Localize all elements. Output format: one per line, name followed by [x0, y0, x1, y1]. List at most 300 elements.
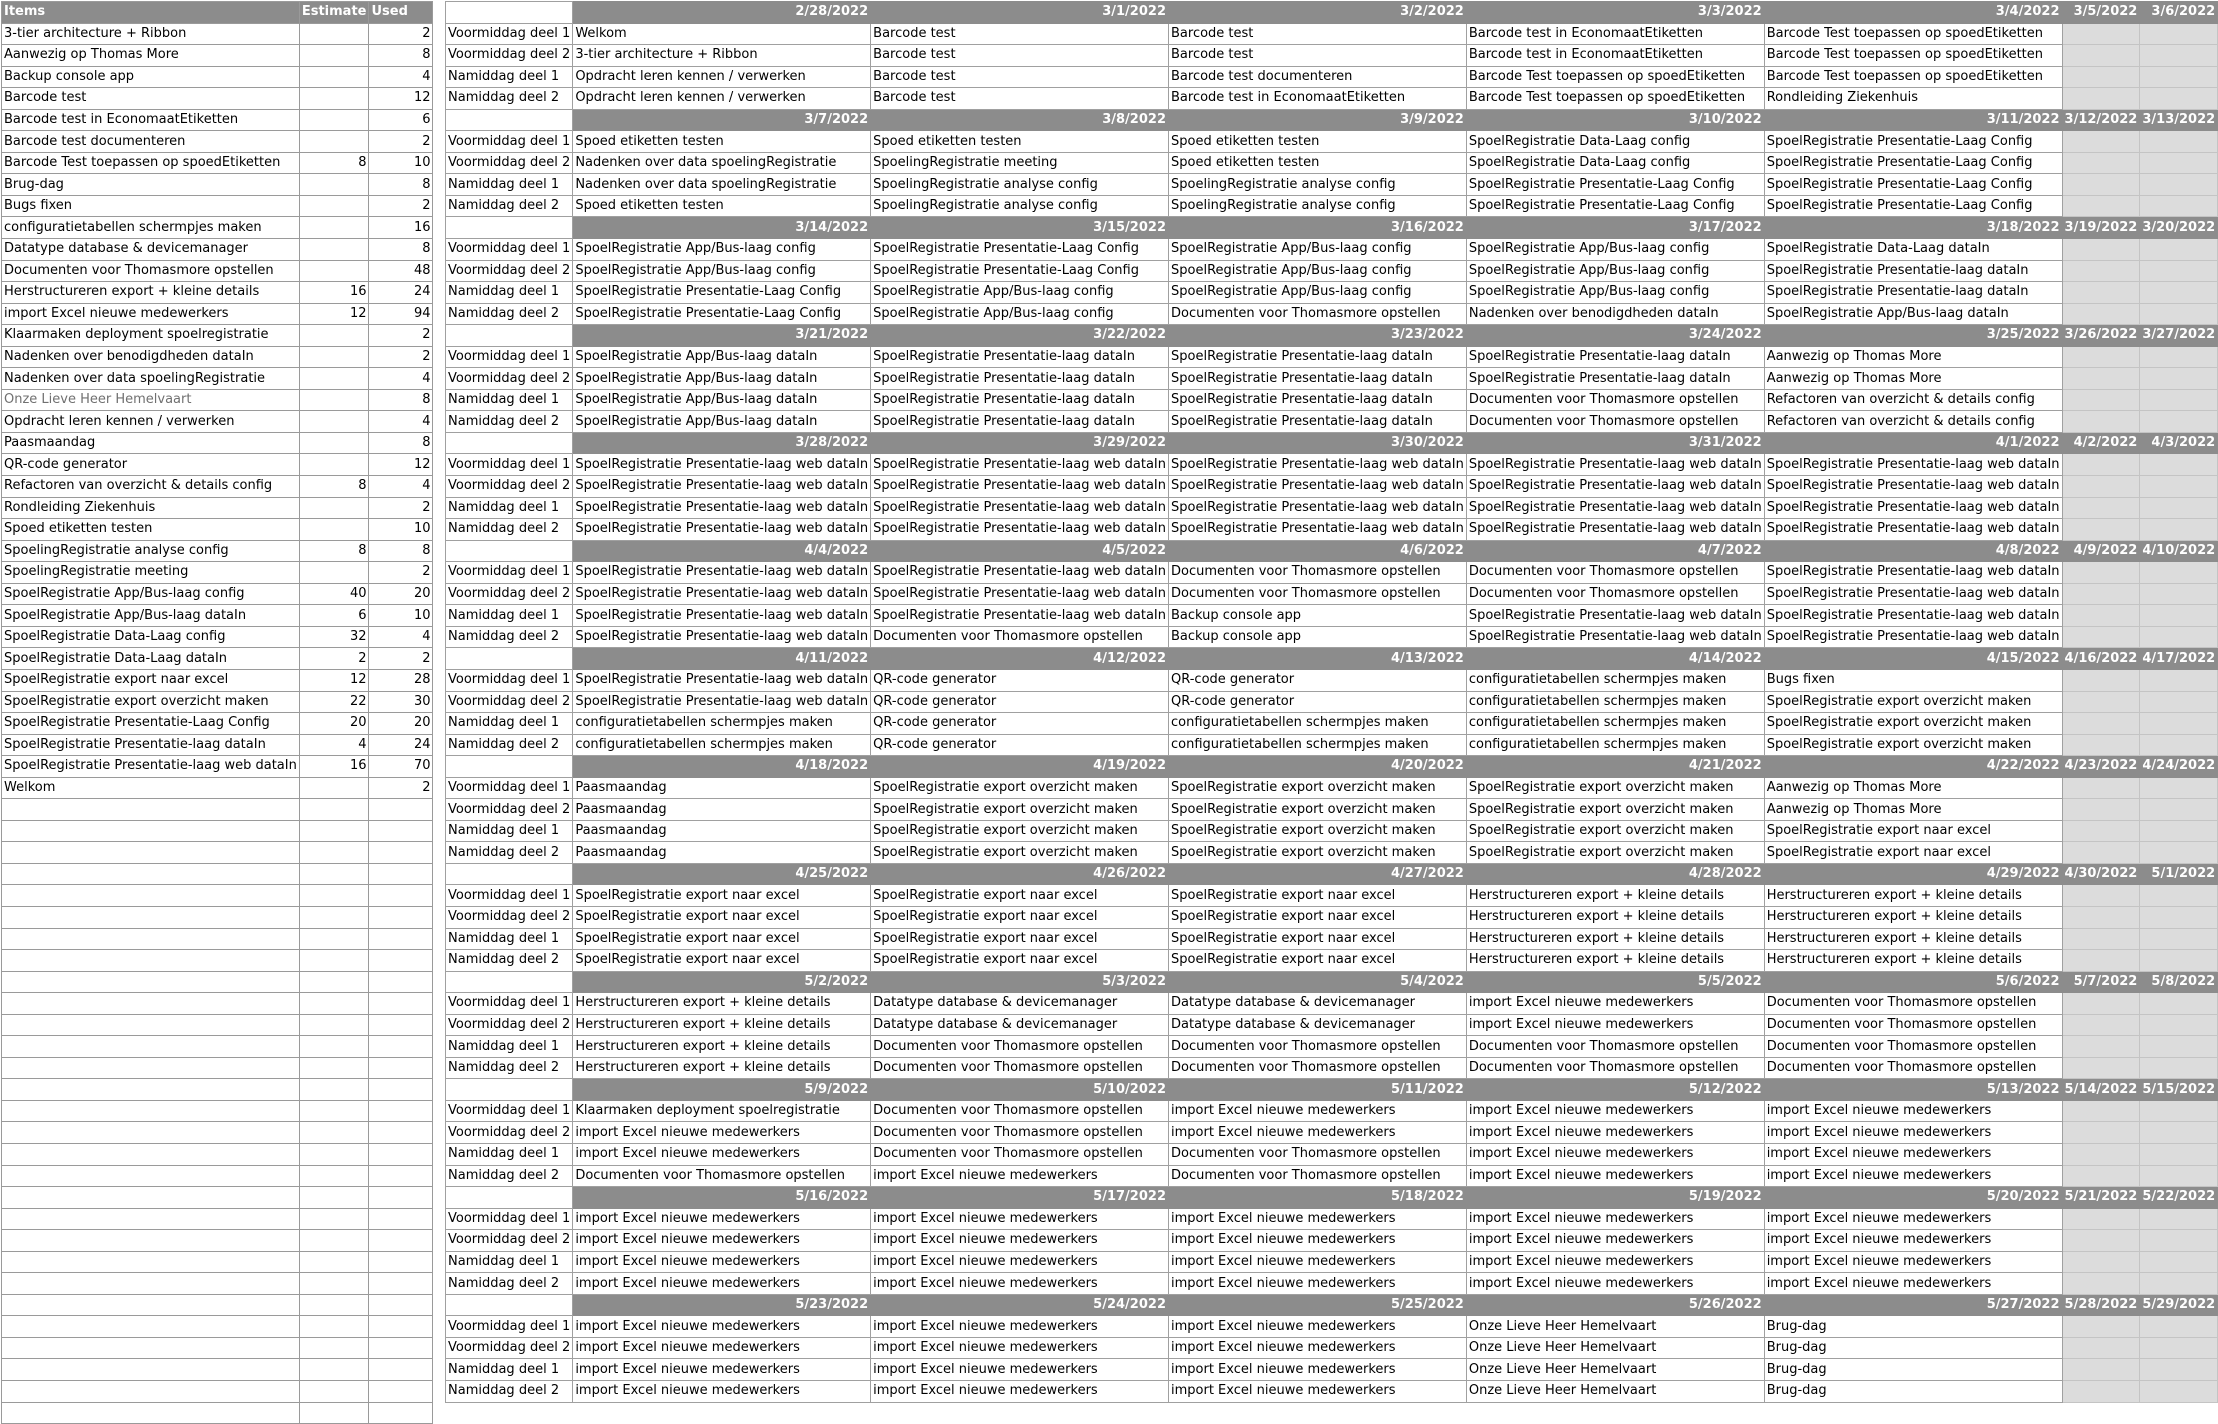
task-cell[interactable]: Paasmaandag — [573, 820, 871, 842]
item-estimate-cell[interactable]: 16 — [299, 282, 369, 304]
weekend-cell[interactable] — [2062, 346, 2140, 368]
weekend-cell[interactable] — [2140, 1143, 2218, 1165]
weekend-cell[interactable] — [2140, 346, 2218, 368]
task-cell[interactable]: SpoelRegistratie export overzicht maken — [1764, 713, 2062, 735]
task-cell[interactable]: SpoelRegistratie App/Bus-laag config — [1169, 282, 1467, 304]
weekend-cell[interactable] — [2140, 713, 2218, 735]
task-cell[interactable]: QR-code generator — [871, 734, 1169, 756]
empty-cell[interactable] — [299, 1251, 369, 1273]
date-header[interactable]: 4/7/2022 — [1466, 540, 1764, 562]
task-cell[interactable]: SpoelRegistratie App/Bus-laag config — [1169, 239, 1467, 261]
task-cell[interactable]: Documenten voor Thomasmore opstellen — [1764, 1057, 2062, 1079]
empty-cell[interactable] — [369, 1359, 433, 1381]
task-cell[interactable]: import Excel nieuwe medewerkers — [1169, 1381, 1467, 1403]
item-name-cell[interactable]: SpoelRegistratie Presentatie-laag web dataIn — [2, 756, 300, 778]
task-cell[interactable]: import Excel nieuwe medewerkers — [1169, 1316, 1467, 1338]
date-header[interactable]: 4/3/2022 — [2140, 432, 2218, 454]
weekend-cell[interactable] — [2140, 562, 2218, 584]
task-cell[interactable]: SpoelRegistratie Presentatie-laag web dataIn — [1169, 497, 1467, 519]
slot-label[interactable]: Namiddag deel 2 — [446, 842, 573, 864]
task-cell[interactable]: Brug-dag — [1764, 1359, 2062, 1381]
task-cell[interactable]: Rondleiding Ziekenhuis — [1764, 88, 2062, 110]
weekend-cell[interactable] — [2062, 88, 2140, 110]
item-name-cell[interactable]: configuratietabellen schermpjes maken — [2, 217, 300, 239]
weekend-cell[interactable] — [2140, 799, 2218, 821]
weekend-cell[interactable] — [2062, 691, 2140, 713]
task-cell[interactable]: Documenten voor Thomasmore opstellen — [1169, 1036, 1467, 1058]
task-cell[interactable]: SpoelRegistratie App/Bus-laag config — [871, 303, 1169, 325]
task-cell[interactable]: Barcode test in EconomaatEtiketten — [1169, 88, 1467, 110]
empty-cell[interactable] — [299, 1316, 369, 1338]
weekend-cell[interactable] — [2062, 1208, 2140, 1230]
slot-label[interactable]: Voormiddag deel 1 — [446, 777, 573, 799]
task-cell[interactable]: QR-code generator — [1169, 691, 1467, 713]
task-cell[interactable]: import Excel nieuwe medewerkers — [871, 1273, 1169, 1295]
task-cell[interactable]: SpoelRegistratie Presentatie-Laag Config — [1764, 174, 2062, 196]
item-used-cell[interactable]: 20 — [369, 713, 433, 735]
task-cell[interactable]: Onze Lieve Heer Hemelvaart — [1466, 1337, 1764, 1359]
weekend-cell[interactable] — [2140, 260, 2218, 282]
task-cell[interactable]: Opdracht leren kennen / verwerken — [573, 66, 871, 88]
task-cell[interactable]: QR-code generator — [871, 669, 1169, 691]
slot-label[interactable]: Namiddag deel 2 — [446, 1273, 573, 1295]
task-cell[interactable]: SpoelRegistratie Presentatie-Laag Config — [1764, 152, 2062, 174]
item-name-cell[interactable]: SpoelRegistratie App/Bus-laag dataIn — [2, 605, 300, 627]
task-cell[interactable]: SpoelRegistratie Presentatie-laag web dataIn — [573, 669, 871, 691]
empty-cell[interactable] — [369, 1230, 433, 1252]
task-cell[interactable]: import Excel nieuwe medewerkers — [1764, 1273, 2062, 1295]
slot-label[interactable]: Namiddag deel 1 — [446, 928, 573, 950]
task-cell[interactable]: Brug-dag — [1764, 1316, 2062, 1338]
task-cell[interactable]: SpoelRegistratie Presentatie-laag web dataIn — [871, 605, 1169, 627]
task-cell[interactable]: configuratietabellen schermpjes maken — [1466, 713, 1764, 735]
task-cell[interactable]: SpoelRegistratie export naar excel — [573, 906, 871, 928]
task-cell[interactable]: SpoelRegistratie export naar excel — [573, 885, 871, 907]
task-cell[interactable]: SpoelRegistratie App/Bus-laag config — [1466, 239, 1764, 261]
date-header[interactable]: 5/15/2022 — [2140, 1079, 2218, 1101]
date-header[interactable]: 4/8/2022 — [1764, 540, 2062, 562]
task-cell[interactable]: import Excel nieuwe medewerkers — [871, 1165, 1169, 1187]
task-cell[interactable]: Documenten voor Thomasmore opstellen — [1466, 1057, 1764, 1079]
slot-label[interactable]: Namiddag deel 1 — [446, 66, 573, 88]
empty-cell[interactable] — [299, 863, 369, 885]
weekend-cell[interactable] — [2062, 1014, 2140, 1036]
task-cell[interactable]: SpoelRegistratie export naar excel — [871, 906, 1169, 928]
date-header[interactable]: 4/28/2022 — [1466, 863, 1764, 885]
date-header[interactable]: 5/20/2022 — [1764, 1187, 2062, 1209]
task-cell[interactable]: Documenten voor Thomasmore opstellen — [1169, 1143, 1467, 1165]
empty-cell[interactable] — [369, 971, 433, 993]
empty-cell[interactable] — [299, 1187, 369, 1209]
task-cell[interactable]: import Excel nieuwe medewerkers — [1764, 1208, 2062, 1230]
weekend-cell[interactable] — [2140, 993, 2218, 1015]
weekend-cell[interactable] — [2140, 66, 2218, 88]
item-estimate-cell[interactable] — [299, 368, 369, 390]
item-used-cell[interactable]: 2 — [369, 562, 433, 584]
date-header[interactable]: 5/28/2022 — [2062, 1294, 2140, 1316]
empty-cell[interactable] — [369, 885, 433, 907]
empty-cell[interactable] — [2, 1294, 300, 1316]
slot-label[interactable]: Voormiddag deel 2 — [446, 45, 573, 67]
task-cell[interactable]: SpoelRegistratie Presentatie-laag web dataIn — [1466, 519, 1764, 541]
item-used-cell[interactable]: 70 — [369, 756, 433, 778]
slot-label[interactable]: Namiddag deel 1 — [446, 389, 573, 411]
item-used-cell[interactable]: 8 — [369, 389, 433, 411]
task-cell[interactable]: SpoelingRegistratie analyse config — [871, 174, 1169, 196]
date-header[interactable]: 5/23/2022 — [573, 1294, 871, 1316]
task-cell[interactable]: SpoelRegistratie Presentatie-laag dataIn — [1764, 282, 2062, 304]
task-cell[interactable]: configuratietabellen schermpjes maken — [573, 734, 871, 756]
task-cell[interactable]: Aanwezig op Thomas More — [1764, 368, 2062, 390]
slot-label[interactable]: Voormiddag deel 1 — [446, 23, 573, 45]
task-cell[interactable]: Herstructureren export + kleine details — [1466, 885, 1764, 907]
slot-label[interactable]: Voormiddag deel 1 — [446, 1208, 573, 1230]
date-header[interactable]: 4/4/2022 — [573, 540, 871, 562]
task-cell[interactable]: Barcode test — [871, 66, 1169, 88]
weekend-cell[interactable] — [2140, 1036, 2218, 1058]
item-used-cell[interactable]: 8 — [369, 45, 433, 67]
empty-cell[interactable] — [369, 1079, 433, 1101]
task-cell[interactable]: 3-tier architecture + Ribbon — [573, 45, 871, 67]
task-cell[interactable]: SpoelRegistratie Presentatie-laag web dataIn — [573, 626, 871, 648]
task-cell[interactable]: Nadenken over benodigdheden dataIn — [1466, 303, 1764, 325]
date-header[interactable]: 5/11/2022 — [1169, 1079, 1467, 1101]
task-cell[interactable]: SpoelRegistratie Presentatie-Laag Config — [871, 260, 1169, 282]
item-name-cell[interactable]: 3-tier architecture + Ribbon — [2, 23, 300, 45]
task-cell[interactable]: SpoelRegistratie App/Bus-laag dataIn — [573, 389, 871, 411]
weekend-cell[interactable] — [2062, 928, 2140, 950]
empty-cell[interactable] — [299, 1079, 369, 1101]
weekend-cell[interactable] — [2140, 950, 2218, 972]
weekend-cell[interactable] — [2062, 282, 2140, 304]
item-name-cell[interactable]: Barcode test — [2, 88, 300, 110]
task-cell[interactable]: Aanwezig op Thomas More — [1764, 777, 2062, 799]
weekend-cell[interactable] — [2140, 1381, 2218, 1403]
task-cell[interactable]: import Excel nieuwe medewerkers — [871, 1337, 1169, 1359]
item-name-cell[interactable]: Brug-dag — [2, 174, 300, 196]
weekend-cell[interactable] — [2140, 282, 2218, 304]
empty-cell[interactable] — [299, 1337, 369, 1359]
date-header[interactable]: 4/18/2022 — [573, 756, 871, 778]
date-header[interactable]: 5/7/2022 — [2062, 971, 2140, 993]
task-cell[interactable]: SpoelRegistratie Presentatie-laag web dataIn — [1466, 476, 1764, 498]
item-used-cell[interactable]: 4 — [369, 368, 433, 390]
empty-cell[interactable] — [2, 1122, 300, 1144]
date-header[interactable]: 3/26/2022 — [2062, 325, 2140, 347]
date-header[interactable]: 3/31/2022 — [1466, 432, 1764, 454]
date-header[interactable]: 3/12/2022 — [2062, 109, 2140, 131]
empty-cell[interactable] — [299, 1273, 369, 1295]
empty-cell[interactable] — [2, 863, 300, 885]
weekend-cell[interactable] — [2062, 45, 2140, 67]
slot-label[interactable]: Namiddag deel 2 — [446, 303, 573, 325]
slot-label[interactable]: Voormiddag deel 1 — [446, 346, 573, 368]
task-cell[interactable]: SpoelRegistratie Presentatie-laag web dataIn — [1169, 476, 1467, 498]
empty-cell[interactable] — [2, 1337, 300, 1359]
weekend-cell[interactable] — [2140, 1359, 2218, 1381]
task-cell[interactable]: Documenten voor Thomasmore opstellen — [573, 1165, 871, 1187]
task-cell[interactable]: Herstructureren export + kleine details — [1466, 950, 1764, 972]
empty-cell[interactable] — [2, 885, 300, 907]
task-cell[interactable]: SpoelRegistratie Presentatie-laag web dataIn — [1764, 454, 2062, 476]
weekend-cell[interactable] — [2140, 497, 2218, 519]
task-cell[interactable]: import Excel nieuwe medewerkers — [871, 1316, 1169, 1338]
task-cell[interactable]: Barcode Test toepassen op spoedEtiketten — [1466, 88, 1764, 110]
task-cell[interactable]: import Excel nieuwe medewerkers — [1466, 1251, 1764, 1273]
task-cell[interactable]: import Excel nieuwe medewerkers — [1169, 1208, 1467, 1230]
task-cell[interactable]: SpoelRegistratie Presentatie-laag web dataIn — [871, 583, 1169, 605]
task-cell[interactable]: Herstructureren export + kleine details — [1764, 885, 2062, 907]
task-cell[interactable]: SpoelRegistratie Presentatie-Laag Config — [1764, 131, 2062, 153]
weekend-cell[interactable] — [2062, 950, 2140, 972]
task-cell[interactable]: Datatype database & devicemanager — [1169, 993, 1467, 1015]
item-estimate-cell[interactable] — [299, 497, 369, 519]
task-cell[interactable]: SpoelRegistratie Presentatie-laag web dataIn — [573, 562, 871, 584]
date-header[interactable]: 3/13/2022 — [2140, 109, 2218, 131]
weekend-cell[interactable] — [2140, 1337, 2218, 1359]
slot-label[interactable]: Namiddag deel 1 — [446, 605, 573, 627]
empty-cell[interactable] — [299, 1230, 369, 1252]
weekend-cell[interactable] — [2062, 368, 2140, 390]
task-cell[interactable]: SpoelRegistratie export naar excel — [1169, 885, 1467, 907]
task-cell[interactable]: Documenten voor Thomasmore opstellen — [1466, 389, 1764, 411]
empty-cell[interactable] — [369, 993, 433, 1015]
slot-label[interactable]: Namiddag deel 1 — [446, 820, 573, 842]
weekend-cell[interactable] — [2140, 605, 2218, 627]
task-cell[interactable]: SpoelRegistratie Presentatie-laag web dataIn — [1466, 626, 1764, 648]
empty-cell[interactable] — [369, 906, 433, 928]
weekend-cell[interactable] — [2140, 174, 2218, 196]
task-cell[interactable]: Documenten voor Thomasmore opstellen — [1466, 583, 1764, 605]
task-cell[interactable]: SpoelRegistratie export overzicht maken — [1169, 820, 1467, 842]
item-used-cell[interactable]: 10 — [369, 605, 433, 627]
weekend-cell[interactable] — [2062, 1337, 2140, 1359]
weekend-cell[interactable] — [2140, 626, 2218, 648]
item-name-cell[interactable]: Herstructureren export + kleine details — [2, 282, 300, 304]
item-used-cell[interactable]: 2 — [369, 131, 433, 153]
item-used-cell[interactable]: 4 — [369, 411, 433, 433]
item-name-cell[interactable]: SpoelRegistratie export overzicht maken — [2, 691, 300, 713]
item-estimate-cell[interactable] — [299, 389, 369, 411]
slot-label[interactable]: Voormiddag deel 2 — [446, 476, 573, 498]
empty-cell[interactable] — [299, 906, 369, 928]
slot-label[interactable]: Namiddag deel 2 — [446, 734, 573, 756]
task-cell[interactable]: import Excel nieuwe medewerkers — [1466, 1122, 1764, 1144]
task-cell[interactable]: import Excel nieuwe medewerkers — [871, 1208, 1169, 1230]
weekend-cell[interactable] — [2062, 1143, 2140, 1165]
item-used-cell[interactable]: 2 — [369, 346, 433, 368]
task-cell[interactable]: Documenten voor Thomasmore opstellen — [1169, 562, 1467, 584]
date-header[interactable]: 3/25/2022 — [1764, 325, 2062, 347]
empty-cell[interactable] — [369, 1273, 433, 1295]
task-cell[interactable]: SpoelRegistratie Presentatie-Laag Config — [871, 239, 1169, 261]
task-cell[interactable]: SpoelingRegistratie analyse config — [1169, 195, 1467, 217]
empty-cell[interactable] — [299, 1100, 369, 1122]
task-cell[interactable]: SpoelRegistratie App/Bus-laag config — [871, 282, 1169, 304]
task-cell[interactable]: SpoelRegistratie export naar excel — [1764, 842, 2062, 864]
slot-header-blank[interactable] — [446, 971, 573, 993]
slot-label[interactable]: Voormiddag deel 2 — [446, 691, 573, 713]
date-header[interactable]: 3/5/2022 — [2062, 2, 2140, 24]
item-name-cell[interactable]: SpoelRegistratie Data-Laag dataIn — [2, 648, 300, 670]
date-header[interactable]: 4/29/2022 — [1764, 863, 2062, 885]
date-header[interactable]: 4/24/2022 — [2140, 756, 2218, 778]
weekend-cell[interactable] — [2062, 1100, 2140, 1122]
date-header[interactable]: 4/1/2022 — [1764, 432, 2062, 454]
date-header[interactable]: 5/14/2022 — [2062, 1079, 2140, 1101]
weekend-cell[interactable] — [2062, 713, 2140, 735]
empty-cell[interactable] — [2, 1359, 300, 1381]
item-estimate-cell[interactable] — [299, 519, 369, 541]
task-cell[interactable]: SpoelRegistratie export overzicht maken — [871, 842, 1169, 864]
date-header[interactable]: 3/16/2022 — [1169, 217, 1467, 239]
date-header[interactable]: 3/14/2022 — [573, 217, 871, 239]
task-cell[interactable]: Documenten voor Thomasmore opstellen — [871, 1057, 1169, 1079]
slot-label[interactable]: Namiddag deel 1 — [446, 282, 573, 304]
task-cell[interactable]: SpoelRegistratie Presentatie-laag web dataIn — [1764, 583, 2062, 605]
task-cell[interactable]: Barcode test — [1169, 23, 1467, 45]
task-cell[interactable]: import Excel nieuwe medewerkers — [1466, 1143, 1764, 1165]
date-header[interactable]: 3/27/2022 — [2140, 325, 2218, 347]
weekend-cell[interactable] — [2062, 1165, 2140, 1187]
task-cell[interactable]: Aanwezig op Thomas More — [1764, 799, 2062, 821]
task-cell[interactable]: SpoelRegistratie Presentatie-Laag Config — [1466, 174, 1764, 196]
items-header-name[interactable]: Items — [2, 2, 300, 24]
task-cell[interactable]: import Excel nieuwe medewerkers — [871, 1230, 1169, 1252]
item-name-cell[interactable]: Opdracht leren kennen / verwerken — [2, 411, 300, 433]
weekend-cell[interactable] — [2140, 152, 2218, 174]
date-header[interactable]: 4/23/2022 — [2062, 756, 2140, 778]
empty-cell[interactable] — [369, 1316, 433, 1338]
task-cell[interactable]: Nadenken over data spoelingRegistratie — [573, 174, 871, 196]
task-cell[interactable]: Herstructureren export + kleine details — [1764, 928, 2062, 950]
slot-label[interactable]: Voormiddag deel 2 — [446, 799, 573, 821]
task-cell[interactable]: SpoelRegistratie export overzicht maken — [871, 820, 1169, 842]
task-cell[interactable]: configuratietabellen schermpjes maken — [1466, 669, 1764, 691]
task-cell[interactable]: SpoelRegistratie Presentatie-laag web dataIn — [573, 497, 871, 519]
task-cell[interactable]: configuratietabellen schermpjes maken — [1169, 713, 1467, 735]
task-cell[interactable]: configuratietabellen schermpjes maken — [573, 713, 871, 735]
slot-header-blank[interactable] — [446, 1294, 573, 1316]
weekend-cell[interactable] — [2062, 777, 2140, 799]
item-estimate-cell[interactable]: 20 — [299, 713, 369, 735]
weekend-cell[interactable] — [2140, 1122, 2218, 1144]
item-name-cell[interactable]: SpoelingRegistratie analyse config — [2, 540, 300, 562]
item-estimate-cell[interactable]: 40 — [299, 583, 369, 605]
weekend-cell[interactable] — [2140, 1208, 2218, 1230]
item-estimate-cell[interactable] — [299, 777, 369, 799]
item-used-cell[interactable]: 8 — [369, 432, 433, 454]
date-header[interactable]: 4/6/2022 — [1169, 540, 1467, 562]
item-estimate-cell[interactable] — [299, 174, 369, 196]
empty-cell[interactable] — [369, 1122, 433, 1144]
weekend-cell[interactable] — [2140, 669, 2218, 691]
task-cell[interactable]: SpoelRegistratie export naar excel — [573, 928, 871, 950]
weekend-cell[interactable] — [2140, 303, 2218, 325]
task-cell[interactable]: SpoelRegistratie Presentatie-Laag Config — [573, 303, 871, 325]
task-cell[interactable]: SpoelRegistratie export naar excel — [871, 885, 1169, 907]
weekend-cell[interactable] — [2062, 131, 2140, 153]
task-cell[interactable]: Barcode test — [871, 45, 1169, 67]
slot-header-blank[interactable] — [446, 1079, 573, 1101]
task-cell[interactable]: Paasmaandag — [573, 799, 871, 821]
item-name-cell[interactable]: Klaarmaken deployment spoelregistratie — [2, 325, 300, 347]
item-name-cell[interactable]: import Excel nieuwe medewerkers — [2, 303, 300, 325]
slot-label[interactable]: Namiddag deel 2 — [446, 519, 573, 541]
item-name-cell[interactable]: Onze Lieve Heer Hemelvaart — [2, 389, 300, 411]
empty-cell[interactable] — [2, 1251, 300, 1273]
weekend-cell[interactable] — [2062, 454, 2140, 476]
empty-cell[interactable] — [2, 971, 300, 993]
item-estimate-cell[interactable]: 4 — [299, 734, 369, 756]
empty-cell[interactable] — [299, 1402, 369, 1424]
task-cell[interactable]: SpoelRegistratie Presentatie-Laag Config — [1764, 195, 2062, 217]
task-cell[interactable]: Documenten voor Thomasmore opstellen — [1169, 583, 1467, 605]
item-estimate-cell[interactable] — [299, 432, 369, 454]
date-header[interactable]: 3/8/2022 — [871, 109, 1169, 131]
empty-cell[interactable] — [2, 1273, 300, 1295]
task-cell[interactable]: import Excel nieuwe medewerkers — [1764, 1165, 2062, 1187]
item-name-cell[interactable]: SpoelRegistratie Presentatie-laag dataIn — [2, 734, 300, 756]
item-estimate-cell[interactable] — [299, 195, 369, 217]
task-cell[interactable]: SpoelRegistratie App/Bus-laag dataIn — [573, 368, 871, 390]
weekend-cell[interactable] — [2062, 1316, 2140, 1338]
weekend-cell[interactable] — [2140, 583, 2218, 605]
empty-cell[interactable] — [2, 1230, 300, 1252]
date-header[interactable]: 5/3/2022 — [871, 971, 1169, 993]
task-cell[interactable]: Herstructureren export + kleine details — [573, 1057, 871, 1079]
task-cell[interactable]: SpoelRegistratie export naar excel — [1169, 928, 1467, 950]
slot-label[interactable]: Voormiddag deel 1 — [446, 131, 573, 153]
task-cell[interactable]: configuratietabellen schermpjes maken — [1169, 734, 1467, 756]
empty-cell[interactable] — [2, 906, 300, 928]
weekend-cell[interactable] — [2062, 519, 2140, 541]
item-used-cell[interactable]: 8 — [369, 239, 433, 261]
task-cell[interactable]: SpoelRegistratie export overzicht maken — [1169, 842, 1467, 864]
slot-label[interactable]: Namiddag deel 1 — [446, 713, 573, 735]
task-cell[interactable]: Documenten voor Thomasmore opstellen — [871, 1143, 1169, 1165]
task-cell[interactable]: SpoelRegistratie App/Bus-laag config — [573, 260, 871, 282]
empty-cell[interactable] — [299, 885, 369, 907]
empty-cell[interactable] — [2, 1100, 300, 1122]
slot-label[interactable]: Namiddag deel 2 — [446, 1165, 573, 1187]
weekend-cell[interactable] — [2140, 23, 2218, 45]
empty-cell[interactable] — [2, 928, 300, 950]
weekend-cell[interactable] — [2140, 1230, 2218, 1252]
task-cell[interactable]: SpoelRegistratie export overzicht maken — [1466, 820, 1764, 842]
task-cell[interactable]: Documenten voor Thomasmore opstellen — [1764, 1014, 2062, 1036]
task-cell[interactable]: SpoelRegistratie Presentatie-laag web dataIn — [871, 562, 1169, 584]
weekend-cell[interactable] — [2140, 820, 2218, 842]
date-header[interactable]: 5/18/2022 — [1169, 1187, 1467, 1209]
task-cell[interactable]: import Excel nieuwe medewerkers — [573, 1143, 871, 1165]
empty-cell[interactable] — [2, 993, 300, 1015]
task-cell[interactable]: SpoelRegistratie App/Bus-laag dataIn — [573, 411, 871, 433]
task-cell[interactable]: import Excel nieuwe medewerkers — [1764, 1122, 2062, 1144]
item-estimate-cell[interactable] — [299, 131, 369, 153]
task-cell[interactable]: Documenten voor Thomasmore opstellen — [871, 1036, 1169, 1058]
task-cell[interactable]: import Excel nieuwe medewerkers — [573, 1122, 871, 1144]
task-cell[interactable]: SpoelRegistratie export naar excel — [1764, 820, 2062, 842]
slot-header-blank[interactable] — [446, 109, 573, 131]
task-cell[interactable]: Backup console app — [1169, 626, 1467, 648]
item-name-cell[interactable]: Bugs fixen — [2, 195, 300, 217]
date-header[interactable]: 3/23/2022 — [1169, 325, 1467, 347]
task-cell[interactable]: SpoelRegistratie Presentatie-laag web dataIn — [1169, 454, 1467, 476]
task-cell[interactable]: SpoelRegistratie export naar excel — [871, 928, 1169, 950]
task-cell[interactable]: Datatype database & devicemanager — [871, 1014, 1169, 1036]
empty-cell[interactable] — [369, 1251, 433, 1273]
